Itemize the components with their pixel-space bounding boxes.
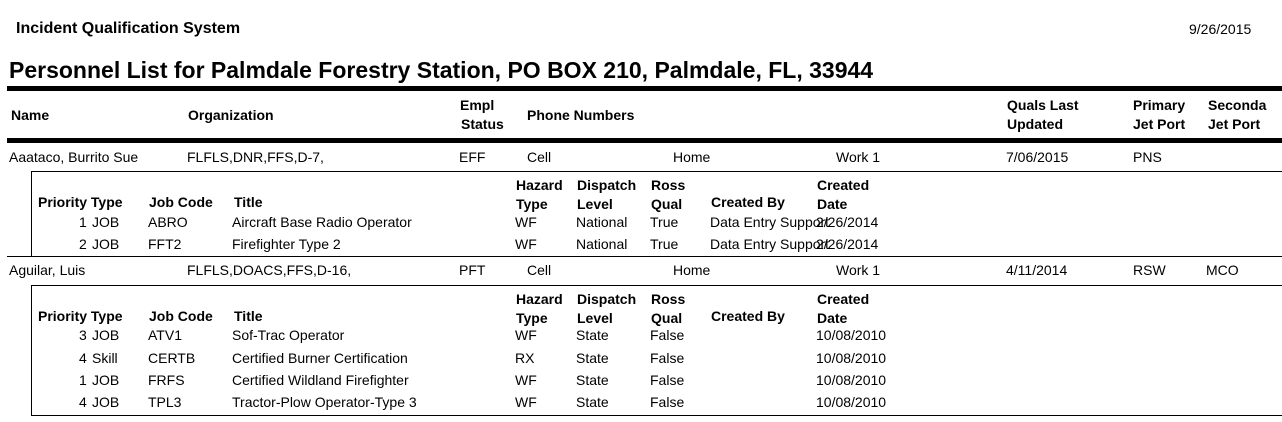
qual-title: Aircraft Base Radio Operator [232,214,412,230]
qual-type: JOB [92,372,120,388]
person-separator [7,256,1282,257]
person-organization: FLFLS,DOACS,FFS,D-16, [187,262,352,278]
qual-job-code: ABRO [148,214,188,230]
sub-col-title: Title [234,308,263,324]
sub-col-dispatch-line1: Dispatch [577,177,637,193]
sub-col-created-date-line2: Date [817,310,848,326]
sub-col-priority-type: Priority Type [38,308,123,324]
phone-cell-label: Cell [527,149,552,165]
quals-last-updated: 7/06/2015 [1006,149,1069,165]
qual-hazard: WF [515,394,537,410]
phone-home-label: Home [673,262,711,278]
col-primary-jet-port-line2: Jet Port [1133,116,1186,132]
qual-dispatch: State [576,394,609,410]
person-name: Aguilar, Luis [9,262,86,278]
qual-created-date: 10/08/2010 [816,327,887,343]
qual-title: Certified Wildland Firefighter [232,372,409,388]
person-organization: FLFLS,DNR,FFS,D-7, [187,149,324,165]
qual-created-date: 10/08/2010 [816,350,887,366]
qual-ross: False [650,394,685,410]
col-secondary-jet-port-line1: Seconda [1208,97,1267,113]
qual-job-code: FFT2 [148,236,182,252]
col-quals-updated-line2: Updated [1007,116,1063,132]
qual-dispatch: State [576,372,609,388]
sub-col-hazard-line1: Hazard [516,177,563,193]
qual-dispatch: State [576,350,609,366]
qual-priority: 4 [79,394,87,410]
qual-title: Firefighter Type 2 [232,236,341,252]
sub-col-hazard-line1: Hazard [516,291,563,307]
qual-ross: False [650,350,685,366]
sub-col-priority-type: Priority Type [38,194,123,210]
qual-priority: 1 [79,214,87,230]
sub-col-job-code: Job Code [149,194,213,210]
sub-col-hazard-line2: Type [516,310,548,326]
sub-col-job-code: Job Code [149,308,213,324]
qual-job-code: TPL3 [148,394,182,410]
sub-col-created-by: Created By [711,308,785,324]
person-empl-status: PFT [459,262,486,278]
qual-dispatch: National [576,214,628,230]
qual-priority: 4 [79,350,87,366]
col-quals-updated-line1: Quals Last [1007,97,1079,113]
qual-ross: True [650,214,679,230]
report-title: Personnel List for Palmdale Forestry Station, PO BOX 210, Palmdale, FL, 33944 [9,57,874,83]
col-empl-status-line2: Status [461,116,504,132]
sub-col-created-date-line2: Date [817,196,848,212]
person-name: Aaataco, Burrito Sue [9,149,139,165]
qual-created-date: 2/26/2014 [816,236,879,252]
qual-type: Skill [92,350,118,366]
col-primary-jet-port-line1: Primary [1133,97,1186,113]
sub-col-ross-line1: Ross [651,177,686,193]
qual-title: Sof-Trac Operator [232,327,345,343]
sub-col-created-by: Created By [711,194,785,210]
quals-last-updated: 4/11/2014 [1006,262,1068,278]
phone-work-label: Work 1 [836,149,881,165]
qual-ross: False [650,372,685,388]
qual-job-code: FRFS [148,372,185,388]
primary-jet-port: PNS [1133,149,1162,165]
qual-created-by: Data Entry Support [710,214,830,230]
header-bottom-rule [7,138,1282,143]
person-empl-status: EFF [459,149,486,165]
sub-col-dispatch-line2: Level [577,310,613,326]
col-phone-numbers: Phone Numbers [527,107,635,123]
report-date: 9/26/2015 [1189,21,1252,37]
sub-col-ross-line1: Ross [651,291,686,307]
qual-type: JOB [92,236,120,252]
col-organization: Organization [188,107,274,123]
col-empl-status-line1: Empl [460,97,495,113]
phone-work-label: Work 1 [836,262,881,278]
qual-priority: 2 [79,236,87,252]
qual-type: JOB [92,214,120,230]
qual-priority: 1 [79,372,87,388]
col-secondary-jet-port-line2: Jet Port [1208,116,1261,132]
sub-col-dispatch-line1: Dispatch [577,291,637,307]
secondary-jet-port: MCO [1206,262,1239,278]
qual-priority: 3 [79,327,87,343]
qual-type: JOB [92,327,120,343]
sub-col-dispatch-line2: Level [577,196,613,212]
qual-dispatch: State [576,327,609,343]
qual-created-date: 10/08/2010 [816,372,887,388]
sub-col-ross-line2: Qual [651,196,683,212]
qual-ross: True [650,236,679,252]
system-name: Incident Qualification System [16,20,241,37]
sub-col-created-date-line1: Created [817,291,870,307]
sub-col-title: Title [234,194,263,210]
qual-job-code: ATV1 [148,327,182,343]
col-name: Name [11,107,50,123]
header-top-rule [7,86,1282,91]
qual-created-by: Data Entry Support [710,236,830,252]
qual-created-date: 10/08/2010 [816,394,887,410]
qual-created-date: 2/26/2014 [816,214,879,230]
qual-hazard: WF [515,236,537,252]
sub-col-created-date-line1: Created [817,177,870,193]
sub-col-hazard-line2: Type [516,196,548,212]
qual-job-code: CERTB [148,350,196,366]
qual-hazard: RX [515,350,535,366]
sub-col-ross-line2: Qual [651,310,683,326]
qual-type: JOB [92,394,120,410]
qual-ross: False [650,327,685,343]
qual-title: Certified Burner Certification [232,350,408,366]
primary-jet-port: RSW [1133,262,1166,278]
qual-hazard: WF [515,214,537,230]
qual-dispatch: National [576,236,628,252]
phone-cell-label: Cell [527,262,552,278]
phone-home-label: Home [673,149,711,165]
qual-hazard: WF [515,327,537,343]
qual-hazard: WF [515,372,537,388]
qual-title: Tractor-Plow Operator-Type 3 [232,394,417,410]
